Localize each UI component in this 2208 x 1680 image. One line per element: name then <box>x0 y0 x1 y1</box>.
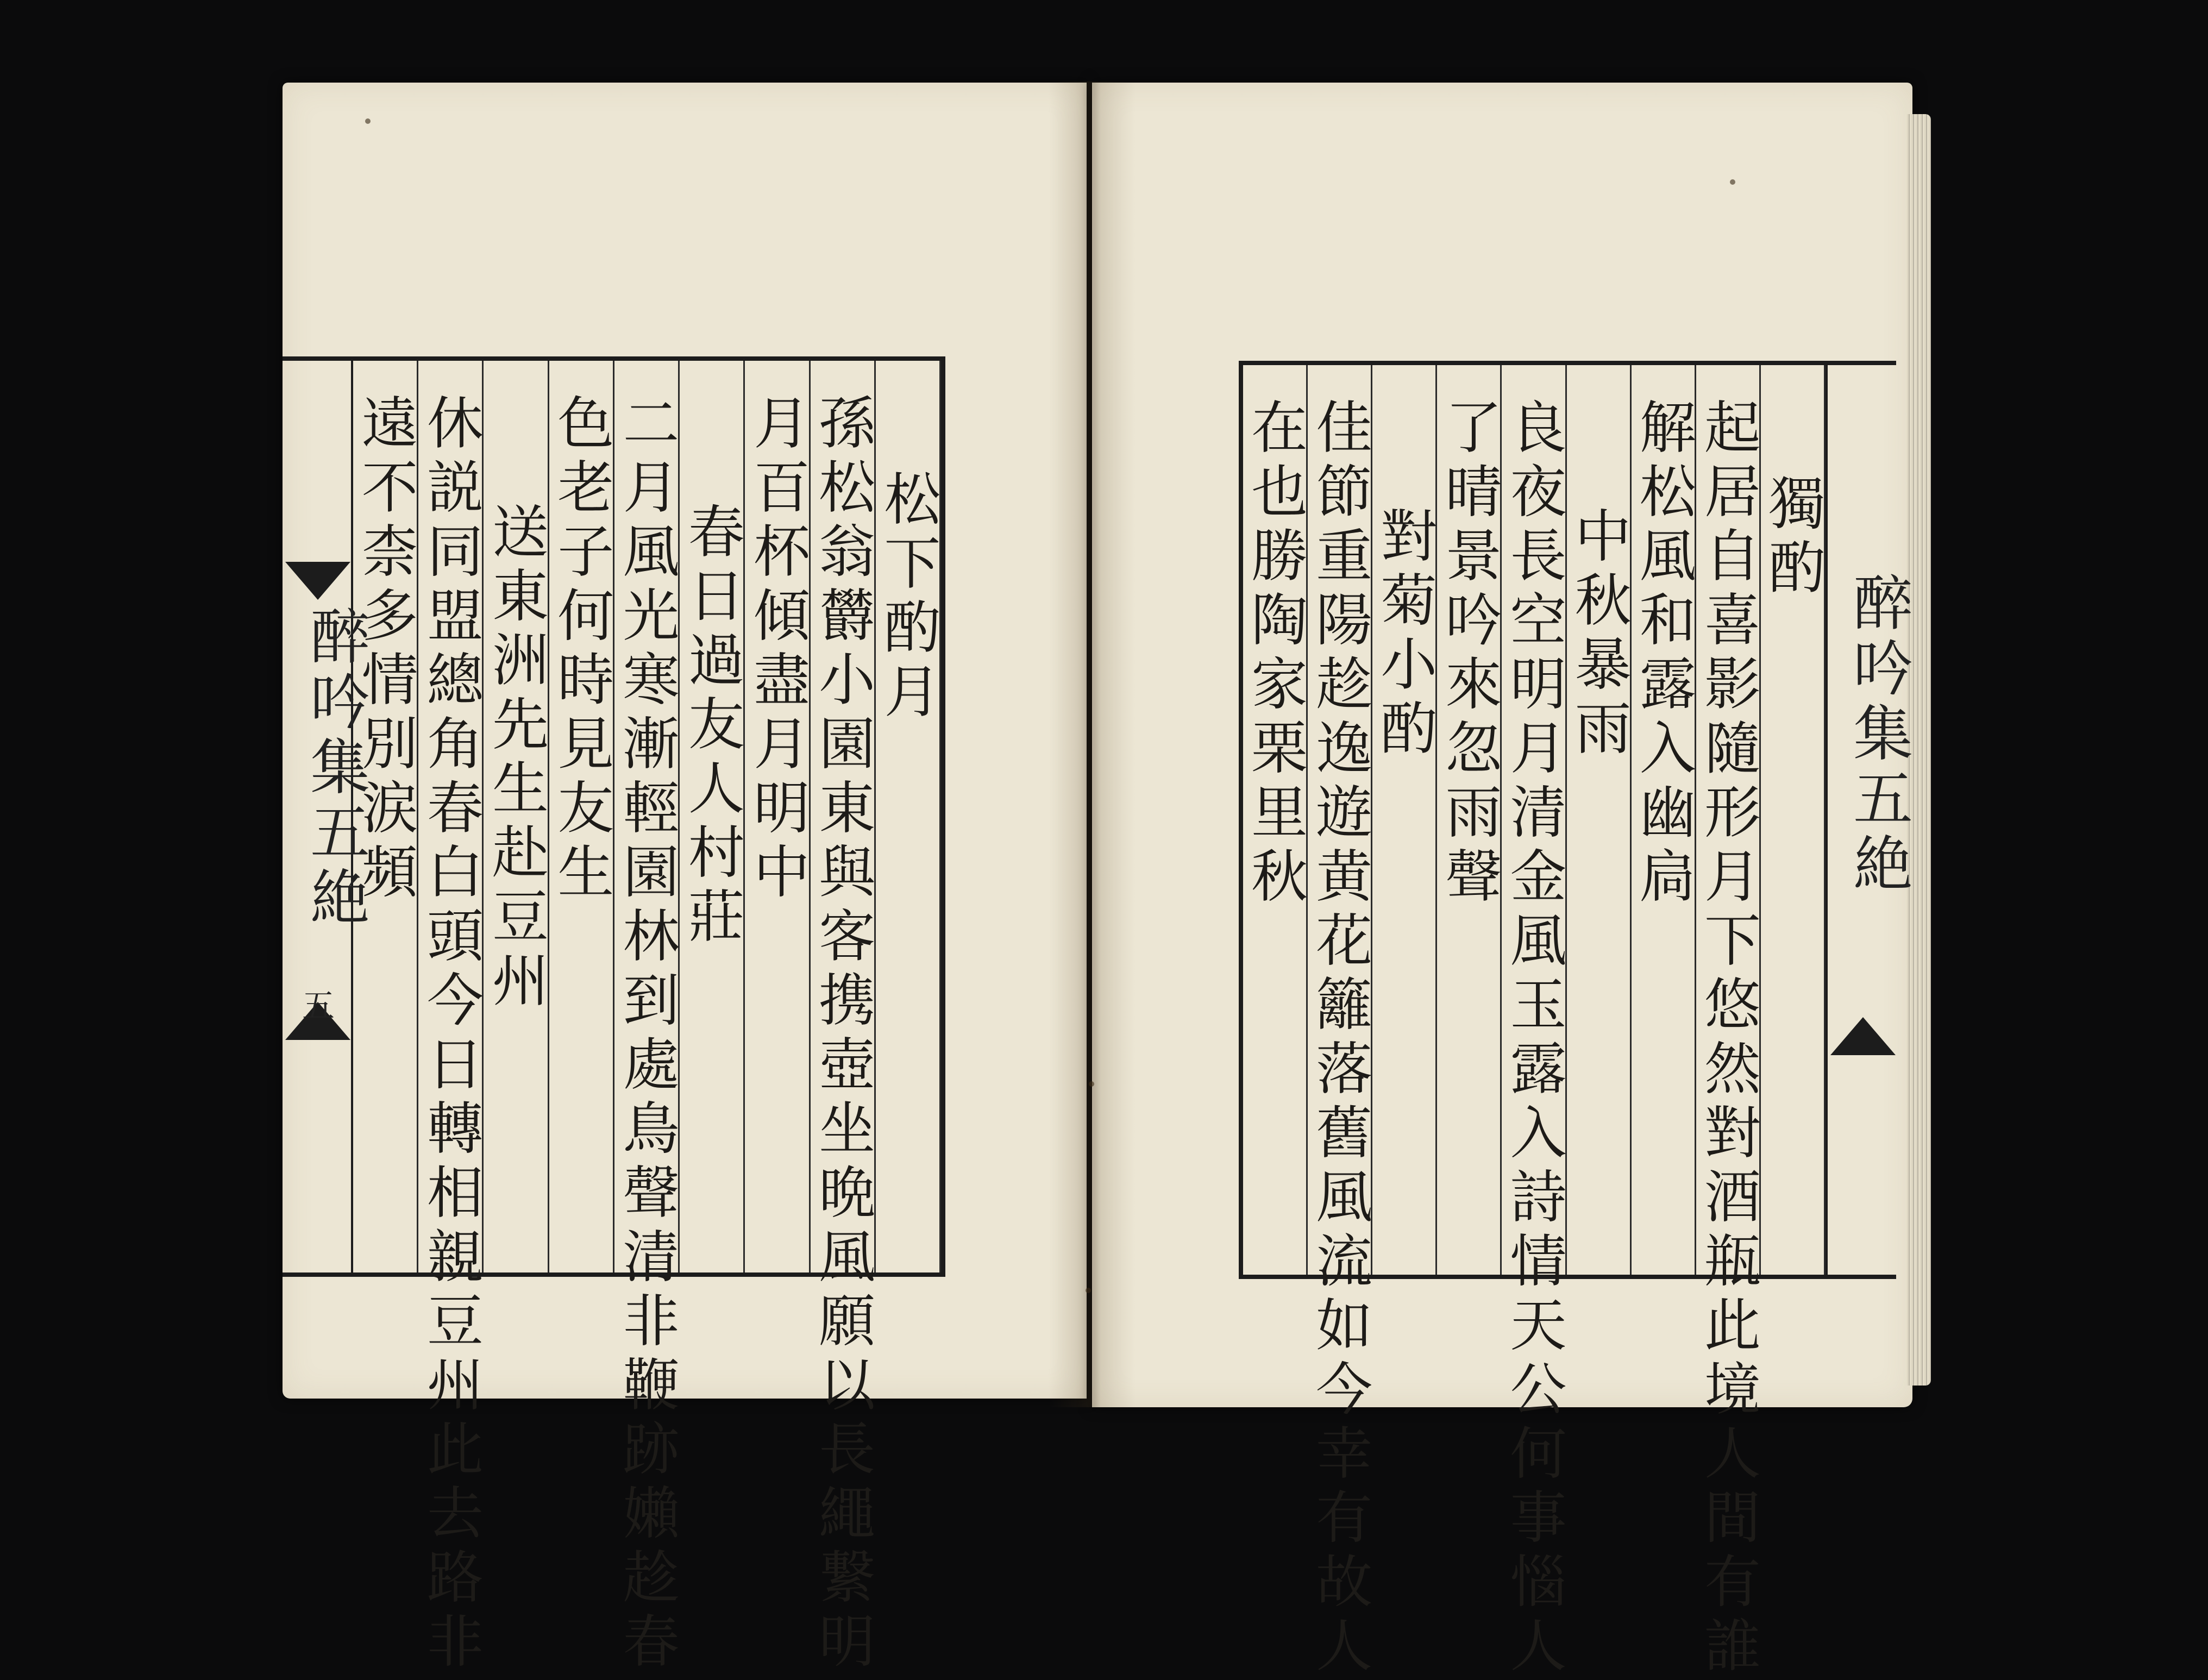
text-column <box>1761 365 1826 1275</box>
poem-line: 起居自喜影隨形月下悠然對酒瓶此境人間有誰 <box>1694 398 1761 1680</box>
text-column <box>876 361 941 1272</box>
hanshin-title: 醉吟集五絶 <box>300 605 370 931</box>
text-column <box>484 361 549 1272</box>
paper-speck <box>365 118 371 124</box>
left-columns <box>352 361 941 1676</box>
poem-title: 獨酌 <box>1759 474 1826 602</box>
poem-subtitle: 春日過友人村莊 <box>678 502 745 951</box>
text-column <box>1567 365 1632 1275</box>
poem-line: 了晴景吟來忽雨聲 <box>1435 398 1502 911</box>
right-columns <box>1241 365 1826 1680</box>
left-text-frame <box>283 356 945 1676</box>
right-hanshin <box>1826 365 1913 1275</box>
text-column <box>353 361 418 1272</box>
left-hanshin <box>283 361 370 1272</box>
poem-line: 休説同盟總角春白頭今日轉相親豆州此去路非 <box>417 393 484 1676</box>
paper-speck <box>1089 1081 1094 1087</box>
poem-subtitle: 中秋暴雨 <box>1565 506 1632 763</box>
poem-line: 遠不柰多情別涙頻 <box>352 393 418 906</box>
poem-line: 佳節重陽趁逸遊黄花籬落舊風流如今幸有故人 <box>1306 398 1373 1680</box>
text-column <box>1500 365 1567 1680</box>
poem-line: 色老子何時見友生 <box>548 393 614 906</box>
poem-line: 解松風和露入幽扃 <box>1629 398 1696 911</box>
text-column <box>680 361 745 1272</box>
text-column <box>1243 365 1308 1275</box>
fish-tail-mark-top <box>285 562 350 600</box>
poem-line: 二月風光寒漸輕園林到處鳥聲清非鞭跡嬾趁春 <box>613 393 680 1676</box>
text-column <box>417 361 484 1676</box>
text-column <box>1694 365 1761 1680</box>
text-column <box>1437 365 1502 1275</box>
poem-subtitle: 送東洲先生赴豆州 <box>482 502 549 1015</box>
poem-line: 在也勝陶家栗里秋 <box>1241 398 1308 911</box>
text-column <box>1629 365 1696 1275</box>
text-column <box>549 361 614 1272</box>
text-column <box>1372 365 1437 1275</box>
poem-subtitle: 對菊小酌 <box>1371 506 1438 763</box>
right-text-frame <box>1239 361 1913 1680</box>
text-column <box>809 361 876 1676</box>
paper-speck <box>1730 179 1735 185</box>
text-column <box>613 361 680 1676</box>
hanshin-title-right: 醉吟集五絶 <box>1843 572 1913 898</box>
poem-line: 良夜長空明月清金風玉露入詩情天公何事惱人 <box>1500 398 1567 1680</box>
poem-line: 孫松翁欝小園東與客携壺坐晩風願以長繩繋明 <box>809 393 876 1676</box>
page-number: 五 <box>302 987 335 1025</box>
fish-tail-mark <box>1830 1017 1896 1055</box>
book-gutter <box>1049 82 1136 1407</box>
poem-title: 松下酌月 <box>874 469 941 726</box>
poem-line: 月百杯傾盡月明中 <box>743 393 810 906</box>
text-column <box>1306 365 1373 1680</box>
text-column <box>745 361 810 1272</box>
paper-speck <box>1086 1288 1091 1293</box>
